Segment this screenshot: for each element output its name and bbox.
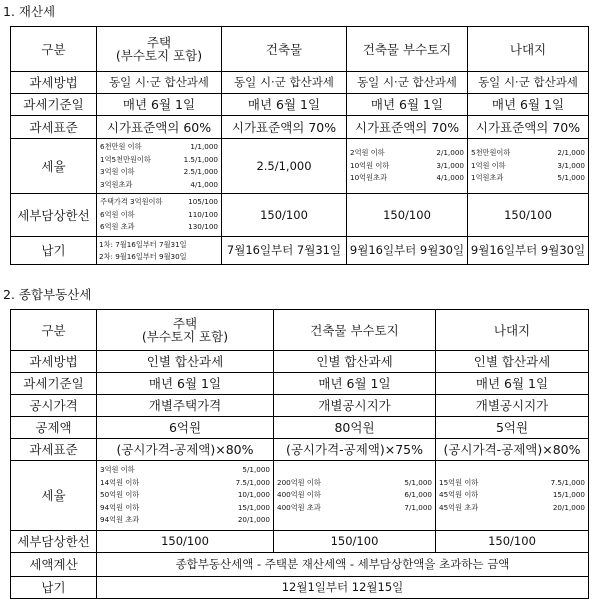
header-bare-land: 나대지 [436, 310, 589, 351]
rate-line-label: 6천만원 이하 [100, 142, 142, 151]
table-row [11, 94, 589, 116]
table-row [11, 461, 589, 531]
rate-list-building-land [274, 461, 436, 531]
rate-list-bare-land [436, 461, 589, 531]
cell: 매년 6월 1일 [97, 94, 222, 116]
cell: 동일 시·군 합산과세 [347, 72, 468, 94]
table-row [11, 395, 589, 417]
table-row [11, 439, 589, 461]
cell: 인별 합산과세 [436, 351, 589, 373]
cell: 동일 시·군 합산과세 [468, 72, 589, 94]
rate-line-value: 4/1,000 [190, 179, 218, 189]
rate-line-value: 10/1,000 [237, 490, 270, 500]
rate-line [100, 477, 270, 490]
row-label: 과세표준 [11, 439, 97, 461]
cell: 개별공시지가 [436, 395, 589, 417]
rate-line-label: 94억원 이하 [100, 502, 140, 512]
rate-line-value: 6/1,000 [404, 490, 432, 500]
rate-line-label: 3억원 이하 [100, 167, 135, 176]
rate-line [100, 166, 218, 179]
rate-list-bare-land [468, 139, 589, 194]
rate-line-label: 15억원 이하 [439, 477, 479, 487]
cell: 9월16일부터 9월30일 [347, 237, 468, 265]
header-housing [97, 27, 222, 72]
cell: 150/100 [347, 194, 468, 237]
cell: 5억원 [436, 417, 589, 439]
cap-list-housing [97, 194, 222, 237]
header-building-land: 건축물 부수토지 [347, 27, 468, 72]
header-housing-line2: (부수토지 포함) [115, 48, 203, 63]
rate-line-value: 7.5/1,000 [235, 477, 270, 487]
rate-line [471, 172, 585, 185]
cell: (공시가격-공제액)×80% [436, 439, 589, 461]
row-label: 납기 [11, 237, 97, 265]
rate-line [471, 147, 585, 160]
header-housing-line1: 주택 [172, 316, 198, 331]
cell: 인별 합산과세 [97, 351, 274, 373]
table-row [11, 351, 589, 373]
rate-line-value: 2/1,000 [436, 148, 464, 158]
table-row [11, 139, 589, 194]
comprehensive-tax-table [10, 309, 589, 599]
row-label: 과세방법 [11, 72, 97, 94]
cell: 6억원 [97, 417, 274, 439]
table-row [11, 27, 589, 72]
section1-title: 1. 재산세 [3, 4, 56, 19]
rate-line [100, 489, 270, 502]
rate-line-label: 1억5천만원이하 [100, 154, 151, 164]
header-building-land: 건축물 부수토지 [274, 310, 436, 351]
cell: 매년 6월 1일 [274, 373, 436, 395]
table-row [11, 237, 589, 265]
rate-line-label: 10억원초과 [350, 173, 387, 183]
rate-list-housing [97, 139, 222, 194]
header-label: 구분 [11, 27, 97, 72]
rate-line-value: 5/1,000 [557, 173, 585, 183]
rate-line-value: 20/1,000 [237, 515, 270, 525]
cell: 150/100 [274, 531, 436, 553]
rate-line-label: 400억원 초과 [277, 502, 321, 512]
rate-line [471, 160, 585, 173]
rate-line [100, 179, 218, 192]
payment-housing [97, 237, 222, 265]
row-label: 납기 [11, 577, 97, 599]
property-tax-table [10, 26, 589, 265]
rate-line [100, 154, 218, 167]
rate-line-label: 45억원 초과 [439, 502, 479, 512]
rate-line [100, 502, 270, 515]
rate-line-value: 4/1,000 [436, 173, 464, 183]
rate-line [100, 464, 270, 477]
rate-line-value: 1.5/1,000 [183, 154, 218, 164]
row-label: 과세방법 [11, 351, 97, 373]
rate-line [100, 514, 270, 527]
cell: 2.5/1,000 [222, 139, 347, 194]
header-housing [97, 310, 274, 351]
table-row [11, 577, 589, 599]
cell: 150/100 [222, 194, 347, 237]
rate-line [350, 147, 464, 160]
rate-line-value: 110/100 [188, 209, 218, 219]
table-row [11, 310, 589, 351]
rate-line-label: 400억원 이하 [277, 490, 321, 500]
rate-line-label: 6억원 이하 [100, 209, 135, 219]
rate-line-label: 14억원 이하 [100, 477, 140, 487]
header-bare-land: 나대지 [468, 27, 589, 72]
rate-line-label: 10억원 이하 [350, 160, 390, 170]
row-label: 과세표준 [11, 116, 97, 139]
rate-line-value: 7.5/1,000 [550, 477, 585, 487]
rate-line-value: 7/1,000 [404, 502, 432, 512]
table-row [11, 417, 589, 439]
rate-line-value: 5/1,000 [242, 465, 270, 475]
rate-line-label: 1억원 이하 [471, 160, 506, 170]
table-row [11, 553, 589, 577]
cell: 매년 6월 1일 [222, 94, 347, 116]
cell: 12월1일부터 12월15일 [97, 577, 589, 599]
rate-line-value: 2/1,000 [557, 148, 585, 158]
cell: 동일 시·군 합산과세 [97, 72, 222, 94]
rate-line-label: 주택가격 3억원이하 [100, 197, 163, 207]
section2-title: 2. 종합부동산세 [3, 287, 92, 302]
rate-line [439, 502, 585, 515]
cell: 150/100 [468, 194, 589, 237]
header-housing-line2: (부수토지 포함) [141, 329, 229, 344]
cell: 매년 6월 1일 [436, 373, 589, 395]
rate-line-label: 94억원 초과 [100, 515, 140, 525]
row-label: 세부담상한선 [11, 531, 97, 553]
rate-line-value: 2.5/1,000 [183, 167, 218, 176]
rate-line [350, 172, 464, 185]
cell: 매년 6월 1일 [468, 94, 589, 116]
rate-line-value: 3/1,000 [557, 160, 585, 170]
payment-line: 1차: 7월16일부터 7월31일 [99, 239, 187, 249]
cell: 시가표준액의 60% [97, 116, 222, 139]
rate-line [439, 489, 585, 502]
table-row [11, 531, 589, 553]
header-building: 건축물 [222, 27, 347, 72]
rate-line-label: 50억원 이하 [100, 490, 140, 500]
cell: 150/100 [97, 531, 274, 553]
rate-line-value: 105/100 [188, 197, 218, 207]
cell: 80억원 [274, 417, 436, 439]
cell: 매년 6월 1일 [97, 373, 274, 395]
rate-line [439, 477, 585, 490]
rate-line-label: 6억원 초과 [100, 222, 135, 232]
row-label: 과세기준일 [11, 94, 97, 116]
cell: (공시가격-공제액)×75% [274, 439, 436, 461]
cell: 7월16일부터 7월31일 [222, 237, 347, 265]
rate-line-value: 1/1,000 [190, 142, 218, 151]
header-label: 구분 [11, 310, 97, 351]
rate-line-label: 2억원 이하 [350, 148, 385, 158]
table-row [11, 116, 589, 139]
cell: (공시가격-공제액)×80% [97, 439, 274, 461]
cell: 시가표준액의 70% [347, 116, 468, 139]
rate-line-label: 45억원 이하 [439, 490, 479, 500]
rate-list-building-land [347, 139, 468, 194]
row-label: 공제액 [11, 417, 97, 439]
row-label: 세부담상한선 [11, 194, 97, 237]
cell: 인별 합산과세 [274, 351, 436, 373]
row-label: 과세기준일 [11, 373, 97, 395]
rate-line-value: 5/1,000 [404, 477, 432, 487]
rate-line [350, 160, 464, 173]
row-label: 세액계산 [11, 553, 97, 577]
table-row [11, 72, 589, 94]
row-label: 세율 [11, 461, 97, 531]
cell: 종합부동산세액 - 주택분 재산세액 - 세부담상한액을 초과하는 금액 [97, 553, 589, 577]
rate-line [100, 209, 218, 222]
cell: 시가표준액의 70% [468, 116, 589, 139]
rate-line-value: 130/100 [188, 222, 218, 232]
rate-line [100, 141, 218, 154]
rate-line [100, 196, 218, 209]
rate-list-housing [97, 461, 274, 531]
rate-line [277, 477, 432, 490]
rate-line-value: 3/1,000 [436, 160, 464, 170]
table-row [11, 194, 589, 237]
cell: 개별공시지가 [274, 395, 436, 417]
cell: 9월16일부터 9월30일 [468, 237, 589, 265]
rate-line-value: 20/1,000 [552, 502, 585, 512]
payment-line: 2차: 9월16일부터 9월30일 [99, 251, 187, 261]
cell: 매년 6월 1일 [347, 94, 468, 116]
rate-line-label: 3억원초과 [100, 179, 133, 189]
rate-line [100, 221, 218, 234]
rate-line-value: 15/1,000 [237, 502, 270, 512]
rate-line-label: 1억원초과 [471, 173, 504, 183]
rate-line-label: 5천만원이하 [471, 148, 511, 158]
rate-line-label: 3억원 이하 [100, 465, 135, 475]
row-label: 공시가격 [11, 395, 97, 417]
row-label: 세율 [11, 139, 97, 194]
header-housing-line1: 주택 [146, 35, 172, 50]
rate-line-label: 200억원 이하 [277, 477, 321, 487]
table-row [11, 373, 589, 395]
cell: 150/100 [436, 531, 589, 553]
rate-line-value: 15/1,000 [552, 490, 585, 500]
cell: 개별주택가격 [97, 395, 274, 417]
rate-line [277, 502, 432, 515]
cell: 시가표준액의 70% [222, 116, 347, 139]
rate-line [277, 489, 432, 502]
cell: 동일 시·군 합산과세 [222, 72, 347, 94]
